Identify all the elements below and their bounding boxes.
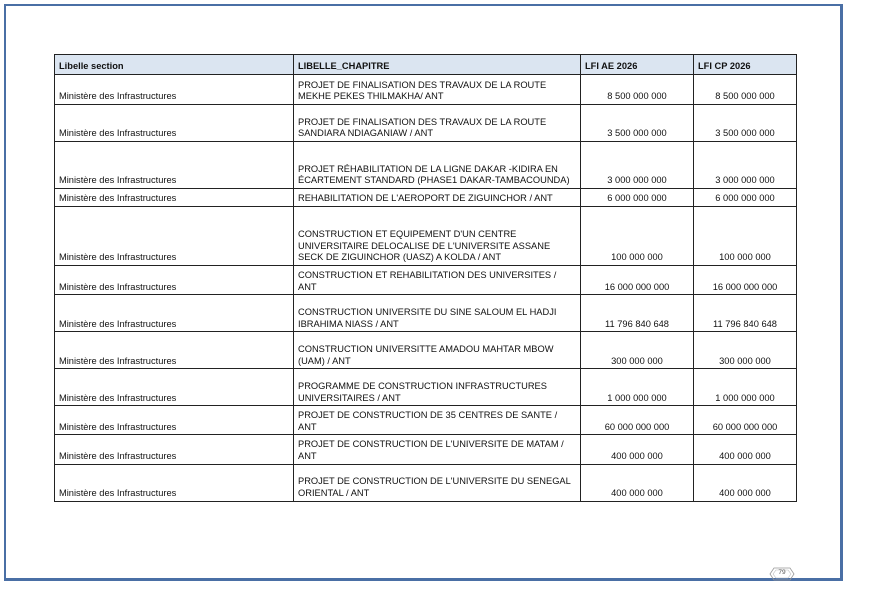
cell-lfi-cp-2026: 400 000 000 [694, 464, 797, 501]
cell-lfi-cp-2026: 6 000 000 000 [694, 189, 797, 207]
cell-lfi-ae-2026: 300 000 000 [581, 332, 694, 369]
cell-libelle-section: Ministère des Infrastructures [55, 189, 294, 207]
cell-lfi-cp-2026: 400 000 000 [694, 435, 797, 464]
cell-libelle-section: Ministère des Infrastructures [55, 266, 294, 295]
header-libelle-section: Libelle section [55, 55, 294, 75]
cell-libelle-chapitre: REHABILITATION DE L'AEROPORT DE ZIGUINCHOR / ANT [294, 189, 581, 207]
table-row [55, 332, 797, 369]
cell-lfi-ae-2026: 16 000 000 000 [581, 266, 694, 295]
page-number-badge [766, 564, 798, 584]
cell-libelle-chapitre: CONSTRUCTION ET REHABILITATION DES UNIVERSITES / ANT [294, 266, 581, 295]
table-row [55, 406, 797, 435]
page-number-text: 79 [778, 569, 786, 576]
table-row [55, 464, 797, 501]
cell-libelle-chapitre: CONSTRUCTION UNIVERSITE DU SINE SALOUM EL HADJI IBRAHIMA NIASS / ANT [294, 295, 581, 332]
table-row [55, 189, 797, 207]
cell-lfi-cp-2026: 16 000 000 000 [694, 266, 797, 295]
cell-libelle-section: Ministère des Infrastructures [55, 406, 294, 435]
table-row [55, 295, 797, 332]
cell-libelle-chapitre: PROJET DE CONSTRUCTION DE L'UNIVERSITE DU SENEGAL ORIENTAL / ANT [294, 464, 581, 501]
cell-lfi-ae-2026: 11 796 840 648 [581, 295, 694, 332]
cell-lfi-ae-2026: 400 000 000 [581, 464, 694, 501]
table-row [55, 369, 797, 406]
cell-lfi-ae-2026: 400 000 000 [581, 435, 694, 464]
cell-lfi-cp-2026: 100 000 000 [694, 207, 797, 266]
header-lfi-ae-2026: LFI AE 2026 [581, 55, 694, 75]
cell-libelle-chapitre: CONSTRUCTION UNIVERSITTE AMADOU MAHTAR MBOW (UAM) / ANT [294, 332, 581, 369]
cell-libelle-section: Ministère des Infrastructures [55, 295, 294, 332]
table-row [55, 105, 797, 142]
table-row [55, 207, 797, 266]
header-lfi-cp-2026: LFI CP 2026 [694, 55, 797, 75]
cell-lfi-ae-2026: 1 000 000 000 [581, 369, 694, 406]
cell-libelle-chapitre: CONSTRUCTION ET EQUIPEMENT D'UN CENTRE UNIVERSITAIRE DELOCALISE DE L'UNIVERSITE ASSANE SECK DE ZIGUINCHOR (UASZ) A KOLDA / ANT [294, 207, 581, 266]
cell-lfi-cp-2026: 300 000 000 [694, 332, 797, 369]
cell-libelle-section: Ministère des Infrastructures [55, 75, 294, 105]
cell-libelle-section: Ministère des Infrastructures [55, 105, 294, 142]
budget-table [54, 54, 797, 502]
cell-libelle-chapitre: PROJET RÉHABILITATION DE LA LIGNE DAKAR -KIDIRA EN ÉCARTEMENT STANDARD (PHASE1 DAKAR-TAMBACOUNDA) [294, 142, 581, 189]
cell-lfi-cp-2026: 11 796 840 648 [694, 295, 797, 332]
table-row [55, 142, 797, 189]
cell-lfi-ae-2026: 3 500 000 000 [581, 105, 694, 142]
cell-lfi-ae-2026: 8 500 000 000 [581, 75, 694, 105]
cell-lfi-cp-2026: 3 000 000 000 [694, 142, 797, 189]
cell-lfi-ae-2026: 3 000 000 000 [581, 142, 694, 189]
table-row [55, 266, 797, 295]
page-frame [4, 4, 843, 581]
cell-lfi-cp-2026: 1 000 000 000 [694, 369, 797, 406]
cell-libelle-chapitre: PROJET DE FINALISATION DES TRAVAUX DE LA ROUTE MEKHE PEKES THILMAKHA/ ANT [294, 75, 581, 105]
cell-libelle-section: Ministère des Infrastructures [55, 332, 294, 369]
cell-libelle-section: Ministère des Infrastructures [55, 464, 294, 501]
cell-libelle-section: Ministère des Infrastructures [55, 435, 294, 464]
cell-lfi-ae-2026: 6 000 000 000 [581, 189, 694, 207]
cell-libelle-chapitre: PROJET DE CONSTRUCTION DE L'UNIVERSITE DE MATAM / ANT [294, 435, 581, 464]
cell-lfi-cp-2026: 60 000 000 000 [694, 406, 797, 435]
cell-libelle-section: Ministère des Infrastructures [55, 142, 294, 189]
cell-libelle-chapitre: PROJET DE FINALISATION DES TRAVAUX DE LA ROUTE SANDIARA NDIAGANIAW / ANT [294, 105, 581, 142]
table-body [55, 75, 797, 502]
cell-libelle-section: Ministère des Infrastructures [55, 369, 294, 406]
cell-libelle-chapitre: PROJET DE CONSTRUCTION DE 35 CENTRES DE SANTE / ANT [294, 406, 581, 435]
cell-lfi-ae-2026: 60 000 000 000 [581, 406, 694, 435]
table-row [55, 435, 797, 464]
header-libelle-chapitre: LIBELLE_CHAPITRE [294, 55, 581, 75]
table-row [55, 75, 797, 105]
table-header-row [55, 55, 797, 75]
cell-libelle-chapitre: PROGRAMME DE CONSTRUCTION INFRASTRUCTURES UNIVERSITAIRES / ANT [294, 369, 581, 406]
budget-table-container [54, 54, 797, 502]
cell-lfi-cp-2026: 8 500 000 000 [694, 75, 797, 105]
cell-lfi-ae-2026: 100 000 000 [581, 207, 694, 266]
cell-libelle-section: Ministère des Infrastructures [55, 207, 294, 266]
cell-lfi-cp-2026: 3 500 000 000 [694, 105, 797, 142]
